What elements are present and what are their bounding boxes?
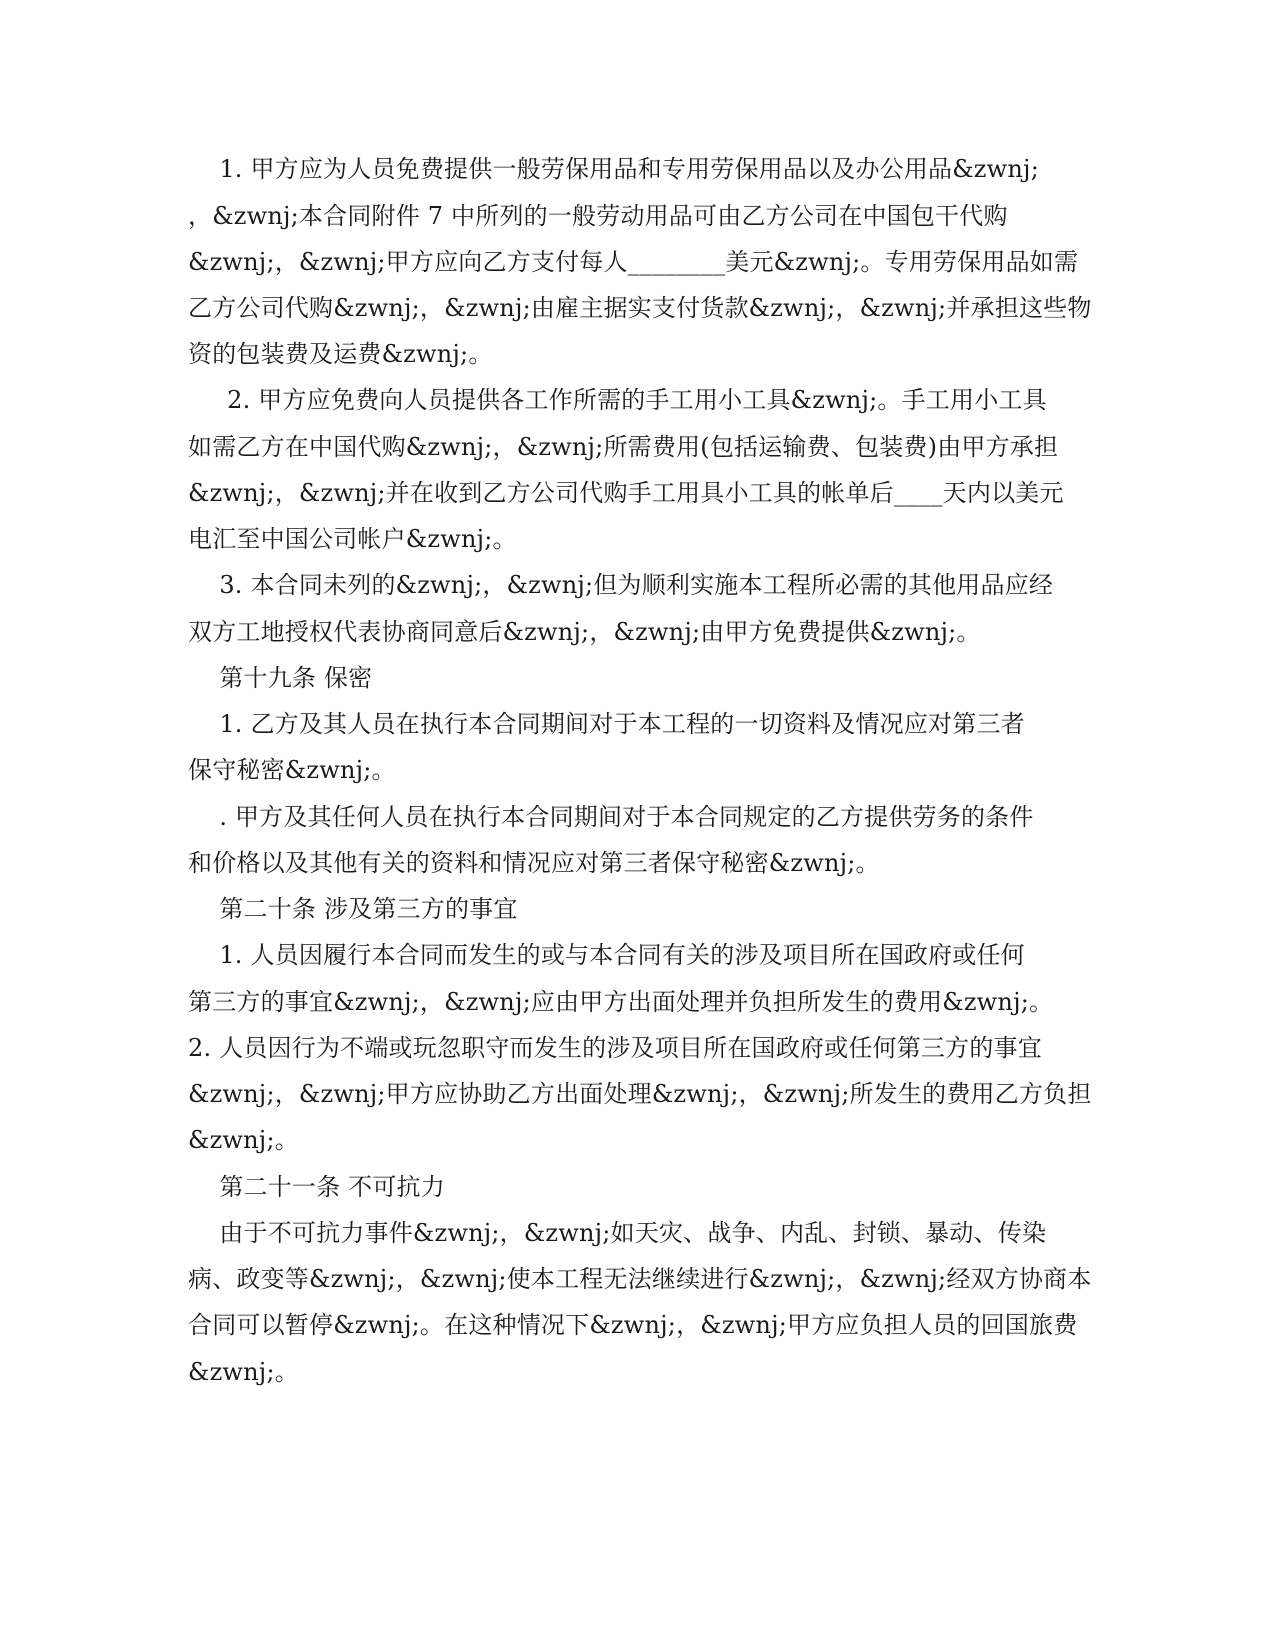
body-line: 3. 本合同未列的&zwnj;，&zwnj;但为顺利实施本工程所必需的其他用品应经 [188,571,1054,599]
body-line: 如需乙方在中国代购&zwnj;，&zwnj;所需费用(包括运输费、包装费)由甲方承担 [188,433,1059,461]
body-line: 电汇至中国公司帐户&zwnj;。 [188,525,517,553]
body-line: 乙方公司代购&zwnj;，&zwnj;由雇主据实支付货款&zwnj;，&zwnj;并承担这些物 [188,294,1092,322]
body-line: &zwnj;，&zwnj;并在收到乙方公司代购手工用具小工具的帐单后____天内以美元 [188,479,1064,507]
body-line: &zwnj;。 [188,1126,299,1154]
body-line: 由于不可抗力事件&zwnj;，&zwnj;如天灾、战争、内乱、封锁、暴动、传染 [188,1219,1047,1247]
body-line: 保守秘密&zwnj;。 [188,756,396,784]
body-line: 1. 乙方及其人员在执行本合同期间对于本工程的一切资料及情况应对第三者 [188,710,1025,738]
body-line: 和价格以及其他有关的资料和情况应对第三者保守秘密&zwnj;。 [188,849,880,877]
body-line: 1. 甲方应为人员免费提供一般劳保用品和专用劳保用品以及办公用品&zwnj; [188,155,1039,183]
body-line: 合同可以暂停&zwnj;。在这种情况下&zwnj;，&zwnj;甲方应负担人员的回国旅费 [188,1311,1078,1339]
body-line: 2. 人员因行为不端或玩忽职守而发生的涉及项目所在国政府或任何第三方的事宜 [188,1034,1042,1062]
body-line: 第三方的事宜&zwnj;，&zwnj;应由甲方出面处理并负担所发生的费用&zwnj;。 [188,988,1054,1016]
section-heading: 第十九条 保密 [188,664,373,692]
section-heading: 第二十一条 不可抗力 [188,1173,445,1201]
body-line: 资的包装费及运费&zwnj;。 [188,340,493,368]
body-line: 双方工地授权代表协商同意后&zwnj;，&zwnj;由甲方免费提供&zwnj;。 [188,618,981,646]
body-line: &zwnj;，&zwnj;甲方应向乙方支付每人________美元&zwnj;。专用劳保用品如需 [188,248,1079,276]
body-line: &zwnj;。 [188,1358,299,1386]
body-line: 2. 甲方应免费向人员提供各工作所需的手工用小工具&zwnj;。手工用小工具 [188,386,1047,414]
body-line: ，&zwnj;本合同附件 7 中所列的一般劳动用品可由乙方公司在中国包干代购 [188,202,1008,230]
section-heading: 第二十条 涉及第三方的事宜 [188,895,518,923]
body-line: 病、政变等&zwnj;，&zwnj;使本工程无法继续进行&zwnj;，&zwnj;经双方协商本 [188,1265,1092,1293]
body-line: 1. 人员因履行本合同而发生的或与本合同有关的涉及项目所在国政府或任何 [188,941,1025,969]
body-line: . 甲方及其任何人员在执行本合同期间对于本合同规定的乙方提供劳务的条件 [188,803,1034,831]
body-line: &zwnj;，&zwnj;甲方应协助乙方出面处理&zwnj;，&zwnj;所发生的费用乙方负担 [188,1080,1092,1108]
